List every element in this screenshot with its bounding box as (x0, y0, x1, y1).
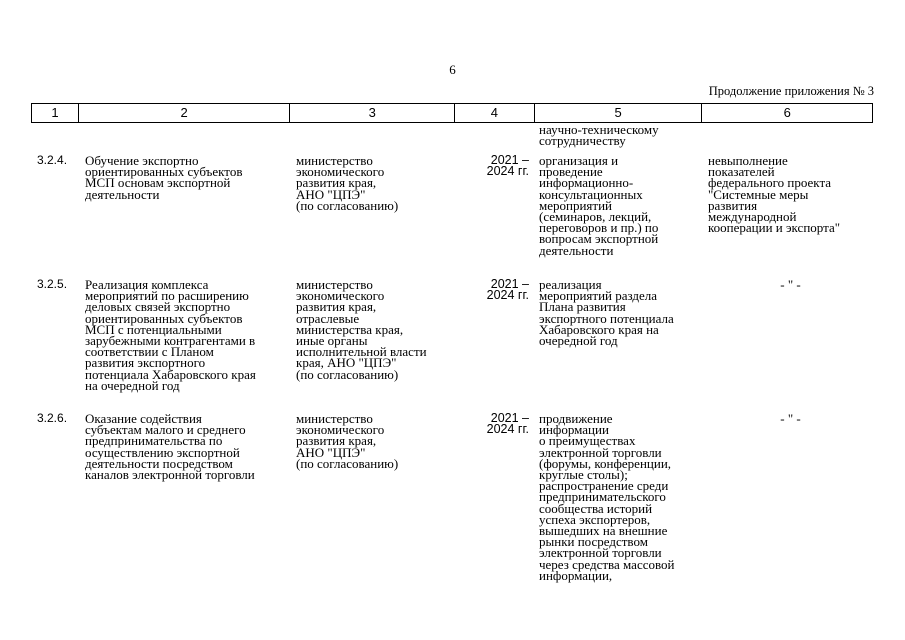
action-cell (78, 155, 290, 256)
text-line: 2024 гг. (486, 422, 529, 437)
text-line: информации (539, 422, 609, 438)
ditto-mark: - " - (780, 277, 801, 292)
text-line: кооперации и экспорта" (708, 220, 841, 236)
continuation-label: Продолжение приложения № 3 (708, 84, 874, 98)
text-line: электронной торговли (539, 545, 662, 561)
executor-cell (290, 279, 455, 391)
text-line: деятельности (85, 186, 160, 202)
period-cell (455, 279, 535, 391)
header-col-4: 4 (455, 104, 535, 122)
text-line: научно-техническому (539, 122, 659, 137)
text-line: субъектам малого и среднего (85, 422, 246, 438)
text-line: Оказание содействия (85, 411, 202, 426)
text-line: продвижение (539, 411, 613, 426)
carryover-result-cell (535, 122, 703, 149)
text-line: круглые столы); (539, 467, 628, 483)
period-cell (455, 155, 535, 256)
text-line: невыполнение (708, 153, 788, 168)
text-line: 2021 – (490, 277, 529, 291)
text-line: сообщества историй (539, 500, 653, 516)
text-line: деятельности посредством (85, 455, 233, 471)
row-number: 3.2.4. (37, 153, 68, 167)
text-line: федерального проекта (708, 175, 832, 191)
table-row (31, 155, 873, 256)
text-line: ориентированных субъектов (85, 164, 243, 180)
text-line: министерство (296, 277, 373, 292)
text-line: успеха экспортеров, (539, 511, 651, 527)
header-col-1: 1 (32, 104, 79, 122)
result-cell (535, 155, 703, 256)
page-number: 6 (449, 62, 456, 77)
row-number: 3.2.5. (37, 277, 68, 291)
text-line: министерство (296, 411, 373, 426)
header-col-5: 5 (535, 104, 703, 122)
text-line: деловых связей экспортно (85, 299, 231, 315)
header-col-3: 3 (290, 104, 455, 122)
text-line: рынки посредством (539, 534, 648, 550)
text-line: 2021 – (490, 411, 529, 425)
text-line: министерство (296, 153, 373, 168)
text-line: развития края, (296, 433, 377, 449)
plan-table (31, 103, 873, 583)
executor-cell (290, 413, 455, 581)
text-line: 2021 – (490, 153, 529, 167)
text-line: Обучение экспортно (85, 153, 199, 168)
text-line: реализация (539, 277, 602, 292)
text-line: края, АНО "ЦПЭ" (296, 355, 397, 371)
text-line: деятельности (539, 242, 614, 258)
text-line: Реализация комплекса (85, 277, 209, 292)
text-line: (семинаров, лекций, (539, 209, 652, 225)
result-cell (535, 413, 703, 581)
text-line: осуществлению экспортной (85, 444, 240, 460)
text-line: электронной торговли (539, 444, 662, 460)
ditto-mark: - " - (780, 411, 801, 426)
text-line: экономического (296, 164, 385, 180)
text-line: (по согласованию) (296, 366, 399, 382)
text-line: проведение (539, 164, 603, 180)
text-line: развития экспортного (85, 355, 206, 371)
text-line: предпринимательства по (85, 433, 223, 449)
text-line: экономического (296, 288, 385, 304)
text-line: экономического (296, 422, 385, 438)
text-line: соответствии с Планом (85, 344, 214, 360)
header-col-6: 6 (783, 105, 791, 120)
text-line: экспортного потенциала (539, 310, 674, 326)
text-line: министерства края, (296, 321, 404, 337)
text-line: показателей (708, 164, 775, 180)
text-line: информационно- (539, 175, 634, 191)
text-line: переговоров и пр.) по (539, 220, 659, 236)
text-line: АНО "ЦПЭ" (296, 186, 366, 202)
text-line: развития края, (296, 299, 377, 315)
table-header-row (31, 103, 873, 123)
text-line: иные органы (296, 333, 368, 349)
consequence-cell (703, 413, 873, 581)
text-line: развития края, (296, 175, 377, 191)
text-line: (по согласованию) (296, 455, 399, 471)
text-line: "Системные меры (708, 186, 809, 202)
text-line: организация и (539, 153, 619, 168)
text-line: отраслевые (296, 310, 360, 326)
text-line: МСП с потенциальными (85, 321, 222, 337)
text-line: Хабаровского края на (539, 321, 659, 337)
text-line: распространение среди (539, 478, 669, 494)
text-line: развития (708, 197, 758, 213)
text-line: ориентированных субъектов (85, 310, 243, 326)
text-line: мероприятий раздела (539, 288, 658, 304)
text-line: потенциала Хабаровского края (85, 366, 256, 382)
period-cell (455, 413, 535, 581)
carryover-row (31, 122, 873, 149)
text-line: вопросам экспортной (539, 231, 659, 247)
executor-cell (290, 155, 455, 256)
text-line: очередной год (539, 333, 618, 349)
text-line: МСП основам экспортной (85, 175, 231, 191)
text-line: международной (708, 209, 797, 225)
result-cell (535, 279, 703, 391)
text-line: мероприятий (539, 197, 612, 213)
text-line: исполнительной власти (296, 344, 427, 360)
table-row (31, 413, 873, 581)
text-line: 2024 гг. (486, 288, 529, 303)
text-line: АНО "ЦПЭ" (296, 444, 366, 460)
text-line: информации, (539, 567, 613, 583)
text-line: через средства массовой (539, 556, 675, 572)
text-line: предпринимательского (539, 489, 666, 505)
text-line: каналов электронной торговли (85, 467, 255, 483)
text-line: на очередной год (85, 377, 180, 393)
action-cell (78, 413, 290, 581)
text-line: вышедших на внешние (539, 523, 668, 539)
text-line: Плана развития (539, 299, 626, 315)
text-line: зарубежными контрагентами в (85, 333, 256, 349)
row-number: 3.2.6. (37, 411, 68, 425)
header-col-2: 2 (79, 104, 291, 122)
text-line: (форумы, конференции, (539, 455, 672, 471)
text-line: мероприятий по расширению (85, 288, 249, 304)
consequence-cell (703, 279, 873, 391)
text-line: (по согласованию) (296, 197, 399, 213)
text-line: 2024 гг. (486, 164, 529, 179)
text-line: о преимуществах (539, 433, 636, 449)
action-cell (78, 279, 290, 391)
text-line: консультационных (539, 186, 643, 202)
text-line: сотрудничеству (539, 133, 626, 149)
consequence-cell (703, 155, 873, 256)
table-row (31, 279, 873, 391)
